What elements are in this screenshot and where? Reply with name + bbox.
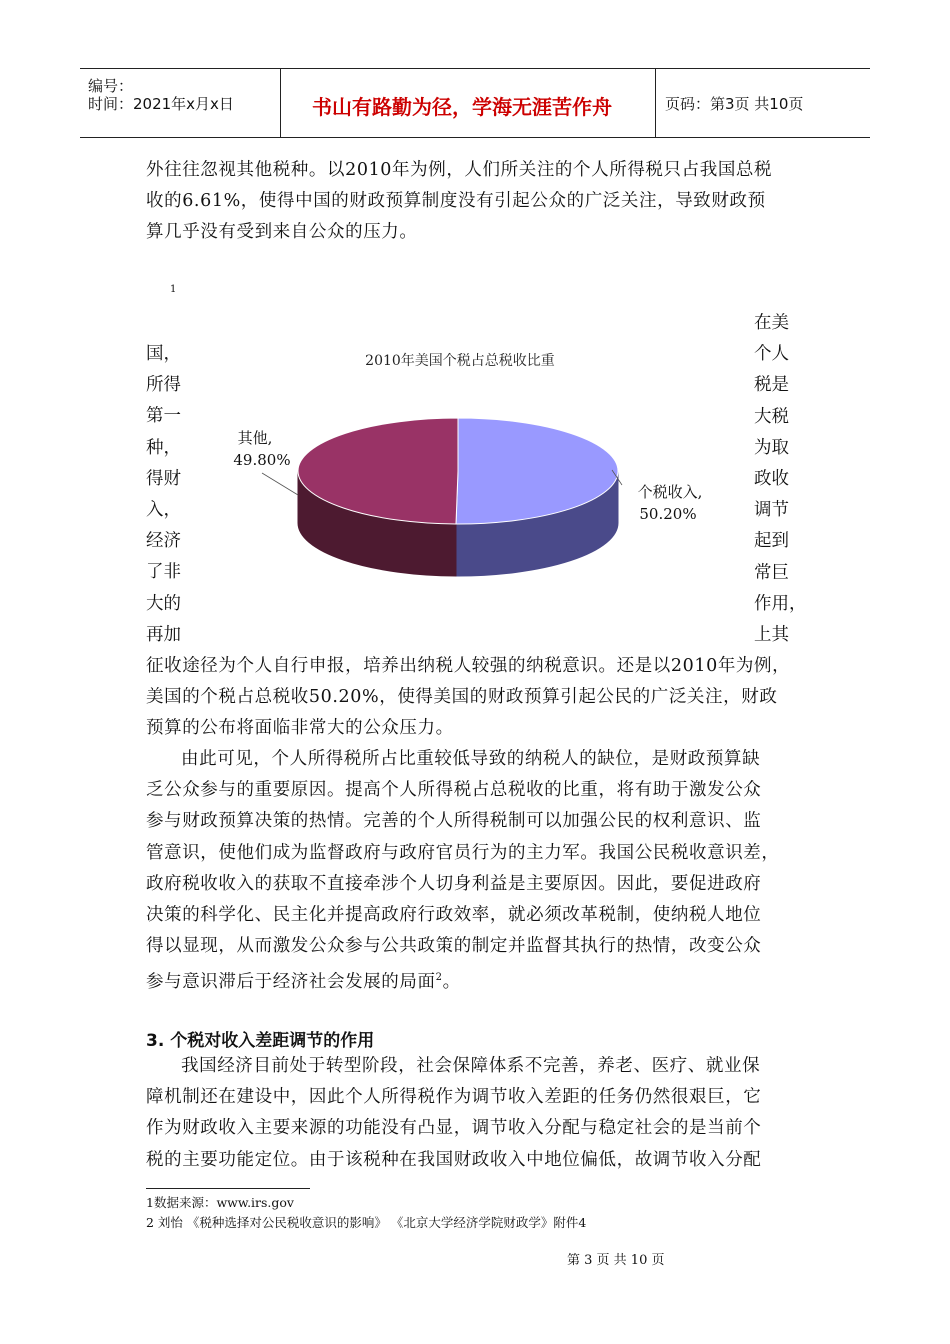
section-heading: 3. 个税对收入差距调节的作用	[146, 1031, 375, 1051]
text-line: 起到	[754, 531, 789, 552]
text-line: 种，	[146, 437, 181, 458]
text-line: 作为财政收入主要来源的功能没有凸显，调节收入分配与稳定社会的是当前个	[146, 1118, 762, 1139]
text-line: 我国经济目前处于转型阶段，社会保障体系不完善，养老、医疗、就业保	[181, 1056, 761, 1076]
text-line: 在美	[754, 313, 789, 333]
text-line: 个人	[754, 344, 789, 365]
text-line: 所得	[146, 375, 181, 396]
footnote-2: 2 刘怡 《税种选择对公民税收意识的影响》 《北京大学经济学院财政学》附件4	[146, 1215, 587, 1230]
paragraph-2	[146, 744, 780, 998]
after-chart-paragraph	[146, 651, 790, 745]
text-line: 税是	[754, 375, 789, 396]
header-divider	[655, 69, 656, 137]
text-line: 政府税收收入的获取不直接牵涉个人切身利益是主要原因。因此，要促进政府	[146, 873, 762, 894]
text-line: 算几乎没有受到来自公众的压力。	[146, 222, 418, 243]
left-wrap-column	[146, 339, 181, 651]
header-page-info: 页码：第3页 共10页	[665, 95, 804, 113]
text-line: 上其	[754, 625, 789, 646]
text-line: 由此可见，个人所得税所占比重较低导致的纳税人的缺位，是财政预算缺	[181, 749, 761, 769]
header-motto: 书山有路勤为径，学海无涯苦作舟	[312, 95, 612, 119]
text-line: 预算的公布将面临非常大的公众压力。	[146, 718, 454, 739]
text-line: 再加	[146, 624, 181, 645]
header-number: 编号：	[88, 77, 134, 95]
text-line: 参与财政预算决策的热情。完善的个人所得税制可以加强公民的权利意识、监	[146, 811, 762, 832]
text-line: 为取	[754, 437, 789, 458]
page-footer: 第 3 页 共 10 页	[567, 1253, 665, 1268]
text-line: 收的6.61%，使得中国的财政预算制度没有引起公众的广泛关注，导致财政预	[146, 191, 766, 212]
text-line: 调节	[754, 500, 789, 521]
slice-value-individual-tax: 50.20%	[639, 505, 697, 523]
footnote-ref: 2	[435, 972, 443, 984]
text-line: 入，	[146, 500, 181, 521]
text-line: 大税	[754, 406, 789, 427]
text-line: 了非	[146, 562, 181, 583]
text-line: 国，	[146, 344, 181, 364]
page-header	[80, 68, 870, 138]
right-wrap-column	[754, 308, 807, 651]
text-line: 经济	[146, 531, 181, 552]
text-line: 决策的科学化、民主化并提高政府行政效率，就必须改革税制，使纳税人地位	[146, 905, 762, 926]
text-segment: 。	[442, 972, 461, 993]
text-line: 得财	[146, 468, 181, 489]
text-line: 障机制还在建设中，因此个人所得税作为调节收入差距的任务仍然很艰巨，它	[146, 1087, 762, 1108]
text-line: 美国的个税占总税收50.20%，使得美国的财政预算引起公民的广泛关注，财政	[146, 687, 778, 708]
footnote-1: 1数据来源：www.irs.gov	[146, 1195, 294, 1210]
text-line	[146, 962, 780, 998]
text-line: 政收	[754, 469, 789, 490]
text-segment: 参与意识滞后于经济社会发展的局面	[146, 972, 436, 993]
text-line: 征收途径为个人自行申报，培养出纳税人较强的纳税意识。还是以2010年为例，	[146, 656, 791, 676]
pie-chart	[190, 335, 750, 645]
text-line: 常巨	[754, 562, 789, 583]
intro-paragraph	[146, 155, 772, 249]
slice-label-other: 其他,	[237, 429, 273, 447]
header-time: 时间：2021年x月x日	[88, 95, 234, 113]
text-line: 税的主要功能定位。由于该税种在我国财政收入中地位偏低，故调节收入分配	[146, 1149, 762, 1170]
text-line: 作用，	[754, 593, 807, 614]
text-line: 乏公众参与的重要原因。提高个人所得税占总税收的比重，将有助于激发公众	[146, 780, 762, 801]
text-line: 外往往忽视其他税种。以2010年为例，人们所关注的个人所得税只占我国总税	[146, 160, 773, 180]
chart-title: 2010年美国个税占总税收比重	[365, 353, 555, 369]
text-line: 第一	[146, 406, 181, 427]
footnote-separator	[146, 1188, 310, 1189]
slice-value-other: 49.80%	[233, 451, 291, 469]
text-line: 得以显现，从而激发公众参与公共政策的制定并监督其执行的热情，改变公众	[146, 936, 762, 957]
text-line: 大的	[146, 593, 181, 614]
header-divider	[280, 69, 281, 137]
chart-footnote-marker: 1	[170, 284, 177, 295]
leader-line	[262, 473, 298, 495]
text-line: 管意识，使他们成为监督政府与政府官员行为的主力军。我国公民税收意识差，	[146, 842, 780, 863]
paragraph-3	[146, 1051, 761, 1176]
slice-label-individual-tax: 个税收入,	[637, 483, 703, 501]
